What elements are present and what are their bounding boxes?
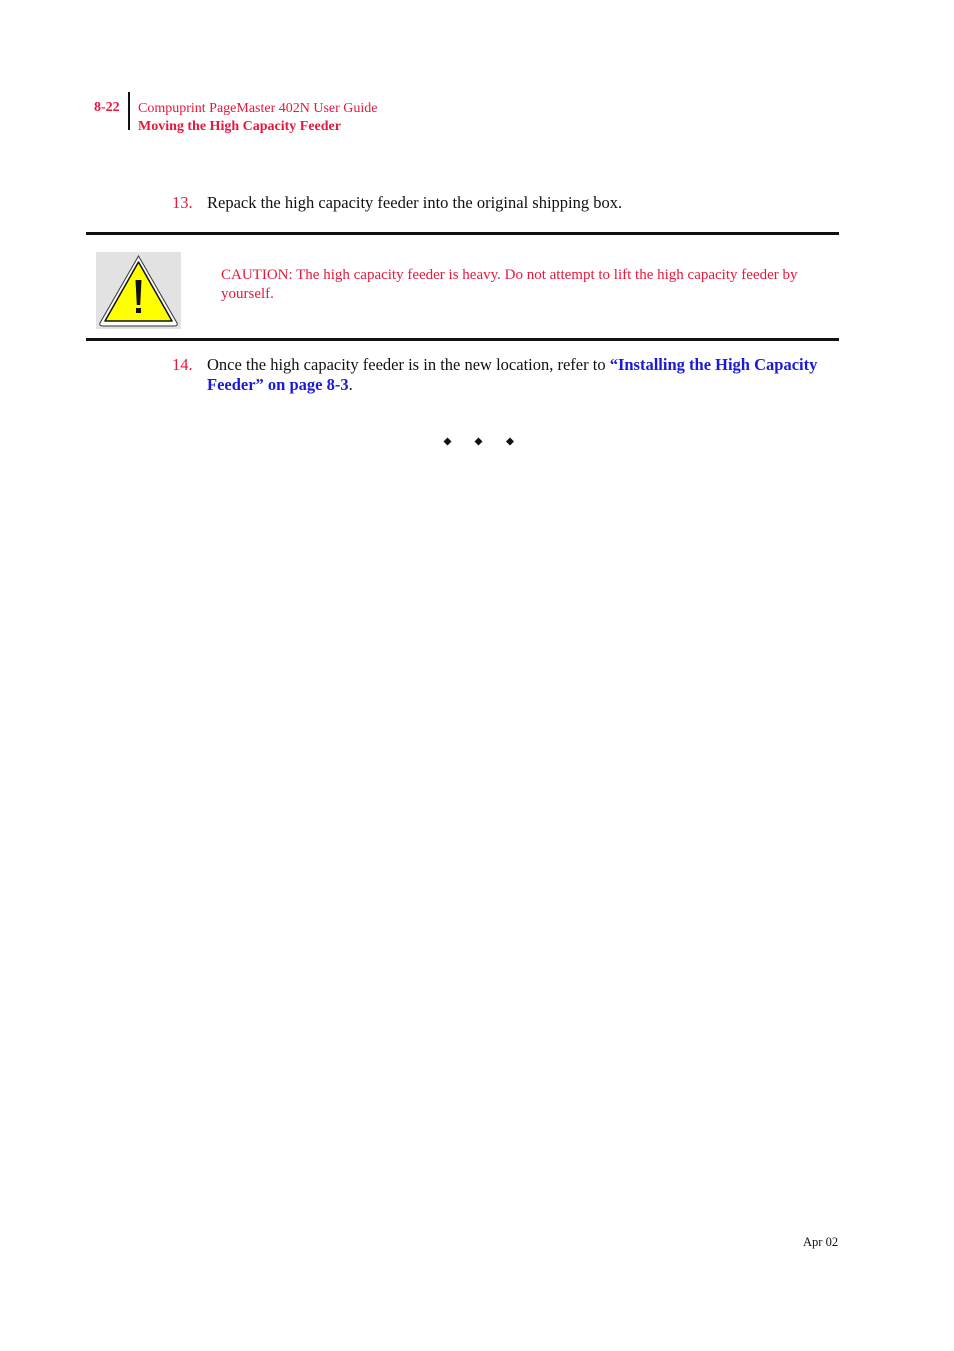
step-text	[207, 355, 832, 395]
caution-top-rule	[86, 232, 839, 235]
step-number: 14.	[172, 355, 193, 374]
diamond-icon	[506, 438, 514, 446]
step-number: 13.	[172, 193, 193, 212]
step-text: Repack the high capacity feeder into the original shipping box.	[207, 193, 623, 212]
end-of-section-marks	[440, 434, 520, 450]
page-number: 8-22	[94, 100, 120, 115]
running-header-section: Moving the High Capacity Feeder	[138, 119, 341, 134]
running-header-title: Compuprint PageMaster 402N User Guide	[138, 101, 378, 116]
caution-bottom-rule	[86, 338, 839, 341]
step-13	[172, 193, 832, 213]
diamond-icon	[444, 438, 452, 446]
diamond-icon	[475, 438, 483, 446]
warning-triangle-icon	[96, 252, 181, 329]
cross-reference-link[interactable]: “Installing the High Capacity Feeder” on page 8-3	[207, 355, 818, 394]
footer-date: Apr 02	[803, 1235, 839, 1249]
caution-icon-box	[96, 252, 181, 329]
step-14	[172, 355, 832, 395]
header-divider	[128, 92, 130, 130]
step-text-before: Once the high capacity feeder is in the new location, refer to	[207, 355, 610, 374]
caution-message: CAUTION: The high capacity feeder is heavy. Do not attempt to lift the high capacity feeder by yourself.	[221, 267, 798, 302]
step-text-after: .	[348, 375, 353, 394]
